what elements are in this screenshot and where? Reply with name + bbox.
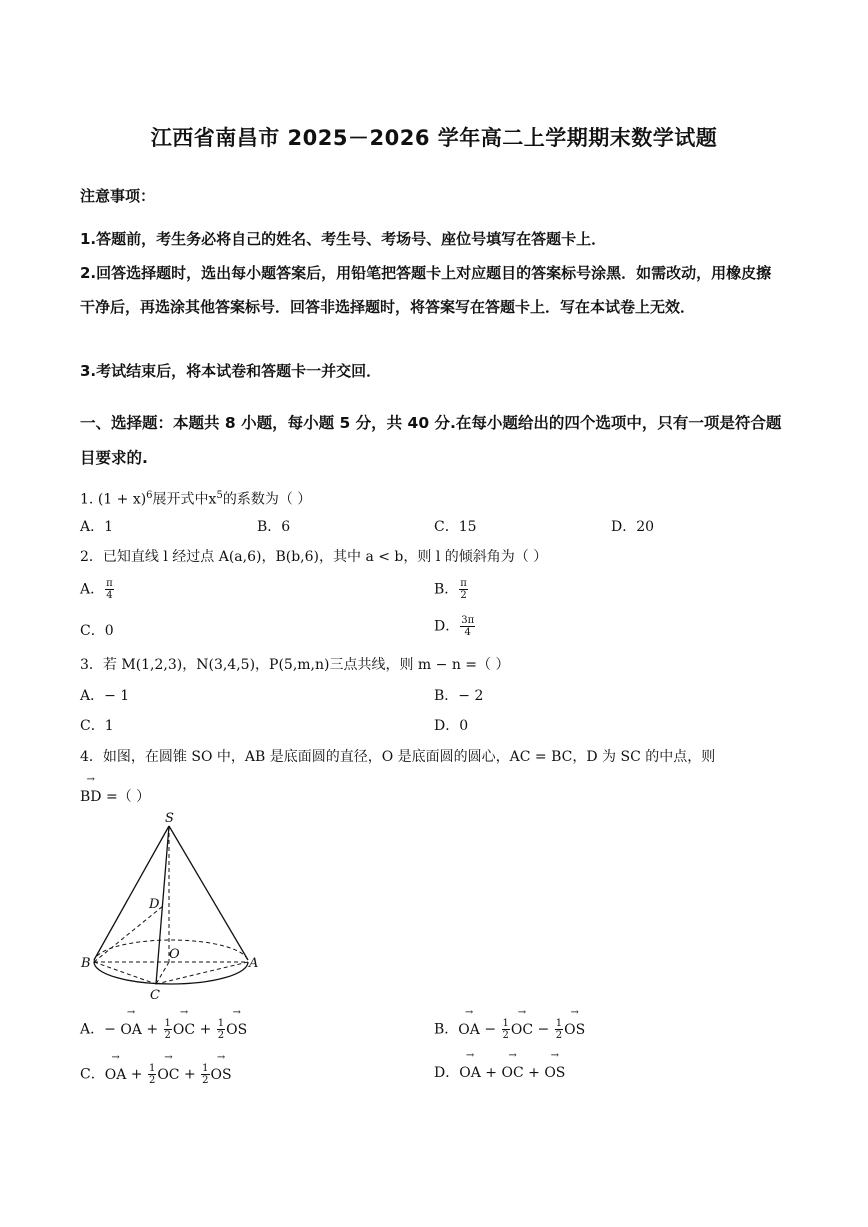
- q4-stem-rest: =（ ）: [101, 789, 151, 805]
- q2-option-b-fraction: [459, 578, 468, 601]
- segment-bd: [94, 906, 163, 962]
- question-4-stem: 4．如图，在圆锥 SO 中，AB 是底面圆的直径，O 是底面圆的圆心，AC = BC，D 为 SC 的中点，则: [80, 749, 716, 765]
- question-1-stem: [80, 486, 311, 510]
- q4-c-vec-os: → OS: [211, 1065, 232, 1085]
- q1-var: x: [208, 491, 217, 508]
- q1-option-c: C．15: [434, 519, 477, 535]
- q2-option-c: C．0: [80, 623, 114, 639]
- q4-b-label: B．: [434, 1021, 459, 1038]
- q4-c-vec-oc: → OC: [157, 1065, 179, 1085]
- q4-b-f2d: 2: [555, 1030, 563, 1041]
- q4-a-f1d: 2: [164, 1030, 171, 1041]
- q2-d-num: 3π: [461, 615, 475, 626]
- q2-option-a-label: A．: [80, 581, 105, 598]
- q4-a-f1n: 1: [164, 1018, 171, 1029]
- q4-a-label: A．: [80, 1021, 105, 1038]
- q4-c-f2d: 2: [202, 1075, 209, 1086]
- q2-option-b: [434, 578, 469, 601]
- segment-ac: [156, 962, 248, 984]
- q4-c-op1: +: [126, 1066, 147, 1083]
- q2-a-den: 4: [106, 590, 113, 601]
- q4-c-op2: +: [179, 1066, 201, 1083]
- q4-c-label: C．: [80, 1066, 105, 1083]
- q4-a-vec-oc: → OC: [173, 1020, 195, 1040]
- q3-option-d: D．0: [434, 718, 469, 734]
- q4-c-frac2: [201, 1063, 209, 1086]
- q4-d-op2: +: [523, 1065, 545, 1081]
- q4-b-frac2: [555, 1018, 563, 1041]
- page-title: 江西省南昌市 2025－2026 学年高二上学期期末数学试题: [150, 126, 718, 150]
- q1-var-exp: 5: [216, 490, 223, 501]
- q4-c-f1d: 2: [148, 1075, 156, 1086]
- q2-option-d: [434, 615, 476, 638]
- q1-suffix: 的系数为（ ）: [222, 491, 312, 508]
- q4-d-label: D．: [434, 1065, 460, 1081]
- q3-option-c: C．1: [80, 718, 114, 734]
- q2-option-b-label: B．: [434, 581, 459, 598]
- q1-option-a: A．1: [80, 519, 114, 535]
- q4-option-b: [434, 1018, 585, 1041]
- q4-a-op1: +: [141, 1021, 163, 1038]
- q4-c-f1n: 1: [148, 1063, 156, 1074]
- q4-option-c: [80, 1063, 232, 1086]
- question-4-stem-line2: [80, 787, 150, 807]
- vector-bd: → BD: [80, 787, 102, 807]
- q4-a-f2d: 2: [217, 1030, 225, 1041]
- q4-a-frac2: [217, 1018, 225, 1041]
- label-a: A: [249, 956, 259, 971]
- question-2-stem: 2．已知直线 l 经过点 A(a,6)，B(b,6)，其中 a < b，则 l 的倾斜角为（ ）: [80, 549, 548, 565]
- q4-b-f2n: 1: [555, 1018, 563, 1029]
- q1-option-d: D．20: [611, 519, 655, 535]
- q4-a-f2n: 1: [217, 1018, 225, 1029]
- q2-option-a: [80, 578, 115, 601]
- q4-b-vec-oa: → OA: [458, 1020, 480, 1040]
- q4-d-vec-os: → OS: [544, 1063, 565, 1083]
- q4-b-f1n: 1: [502, 1018, 509, 1029]
- q4-a-vec-oa: → OA: [120, 1020, 142, 1040]
- q1-exp: 6: [146, 490, 153, 501]
- label-b: B: [81, 956, 91, 971]
- q4-b-frac1: [502, 1018, 510, 1041]
- q1-prefix: 1.: [80, 491, 98, 508]
- q2-d-den: 4: [464, 627, 471, 638]
- q4-c-f2n: 1: [202, 1063, 209, 1074]
- notice-heading: 注意事项：: [80, 187, 156, 205]
- q4-d-vec-oc: → OC: [501, 1063, 523, 1083]
- q4-option-d: [434, 1063, 565, 1083]
- q2-b-num: π: [460, 578, 467, 589]
- q1-option-b: B．6: [257, 519, 291, 535]
- q4-b-f1d: 2: [502, 1030, 509, 1041]
- q4-b-op2: −: [533, 1021, 554, 1038]
- notice-item-3: 3.考试结束后，将本试卷和答题卡一并交回．: [80, 362, 382, 380]
- notice-item-2: 2.回答选择题时，选出每小题答案后，用铅笔把答题卡上对应题目的答案标号涂黑．如需改动，用橡皮擦干净后，再选涂其他答案标号．回答非选择题时，将答案写在答题卡上．写在本试卷上无效．: [80, 264, 772, 316]
- q4-b-op1: −: [479, 1021, 501, 1038]
- q4-c-frac1: [148, 1063, 156, 1086]
- q4-a-vec-os: → OS: [226, 1020, 247, 1040]
- q2-a-num: π: [106, 578, 113, 589]
- q2-b-den: 2: [460, 590, 467, 601]
- q2-option-a-fraction: [105, 578, 114, 601]
- label-o: O: [169, 947, 180, 962]
- q4-a-pre: −: [104, 1021, 121, 1038]
- cone-figure: [76, 810, 266, 1005]
- q4-b-vec-oc: → OC: [511, 1020, 533, 1040]
- q4-option-a: [80, 1018, 247, 1041]
- label-d: D: [149, 897, 160, 912]
- q2-option-d-fraction: [460, 615, 475, 638]
- q4-a-op2: +: [195, 1021, 216, 1038]
- label-c: C: [150, 988, 160, 1003]
- q1-expr: (1 + x): [97, 491, 147, 508]
- q4-d-vec-oa: → OA: [459, 1063, 481, 1083]
- question-3-stem: 3．若 M(1,2,3)，N(3,4,5)，P(5,m,n)三点共线，则 m − n =（ ）: [80, 657, 510, 673]
- q4-a-frac1: [164, 1018, 172, 1041]
- q4-b-vec-os: → OS: [564, 1020, 585, 1040]
- section-heading: 一、选择题：本题共 8 小题，每小题 5 分，共 40 分.在每小题给出的四个选项中，只有一项是符合题目要求的.: [80, 414, 782, 467]
- label-s: S: [165, 811, 174, 826]
- q1-middle: 展开式中: [152, 491, 209, 508]
- notice-item-1: 1.答题前，考生务必将自己的姓名、考生号、考场号、座位号填写在答题卡上．: [80, 230, 607, 248]
- q2-option-d-label: D．: [434, 618, 460, 635]
- q4-d-op1: +: [480, 1065, 502, 1081]
- q3-option-b: B．− 2: [434, 688, 484, 704]
- q4-c-vec-oa: → OA: [105, 1065, 127, 1085]
- q3-option-a: A．− 1: [80, 688, 130, 704]
